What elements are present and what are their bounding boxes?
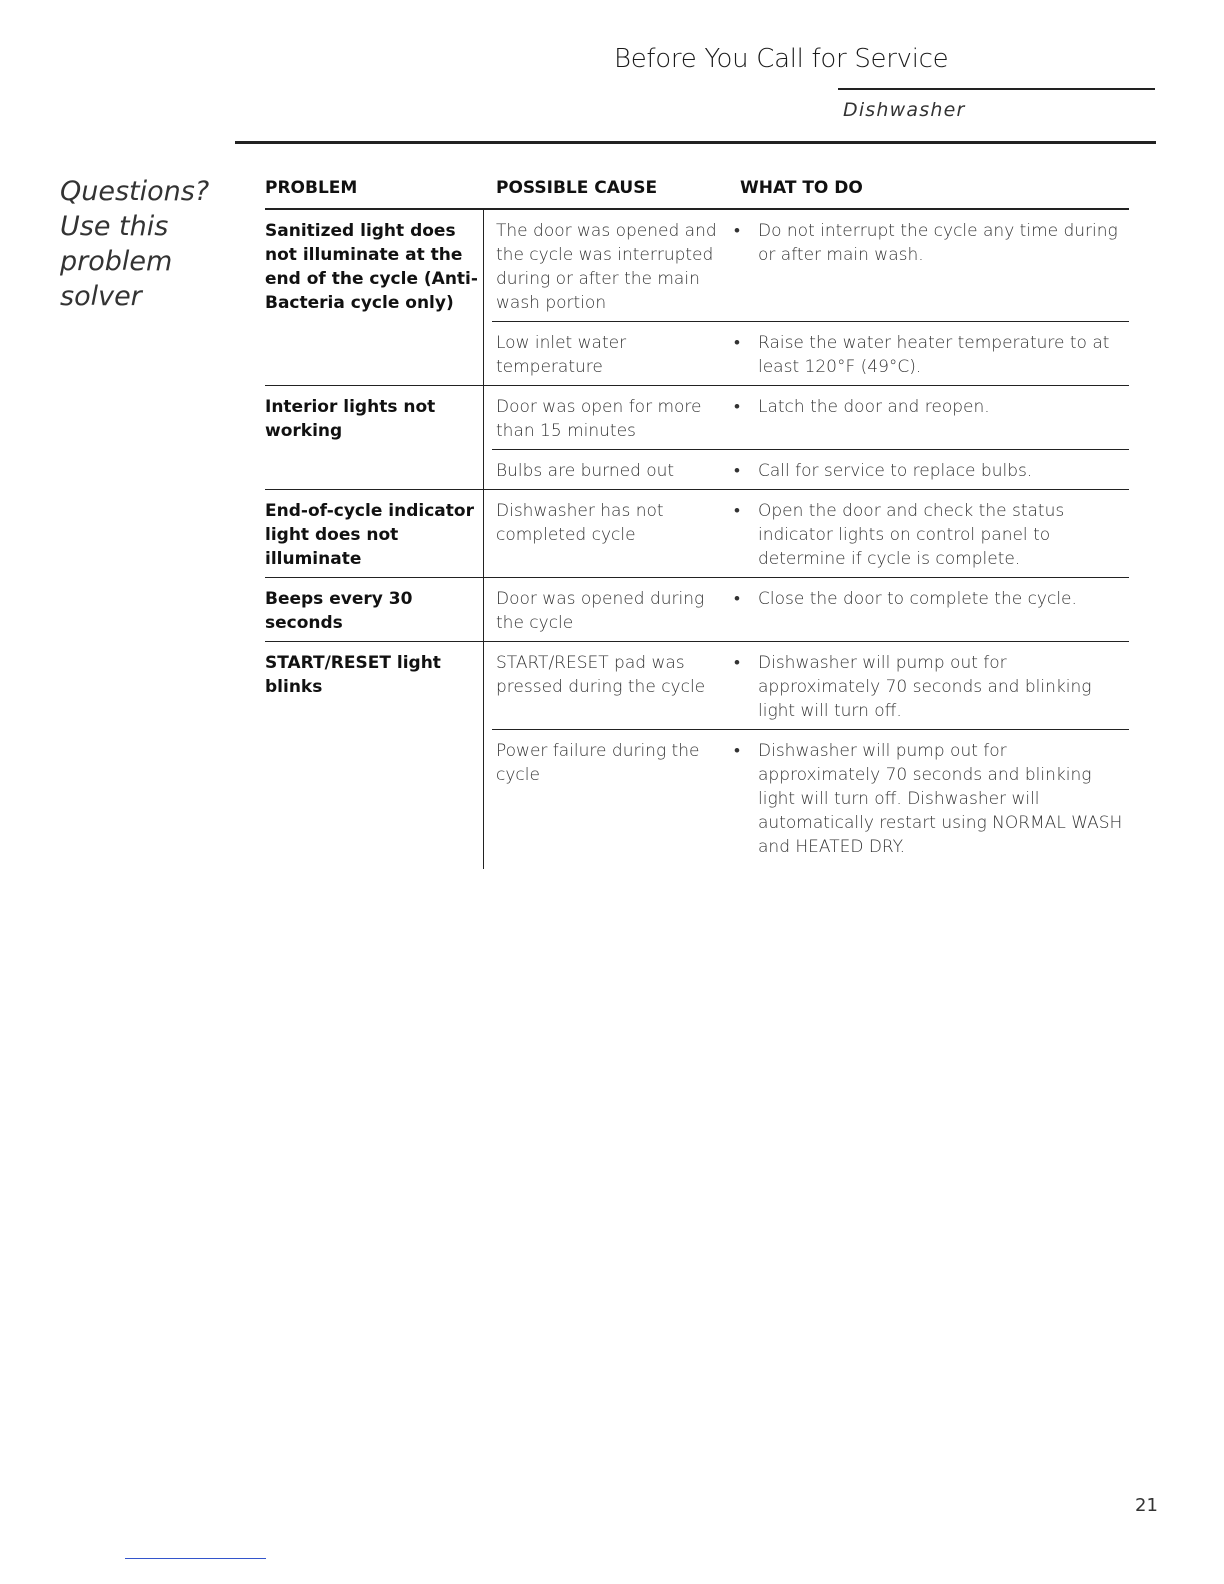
- todo-cell: [731, 739, 1129, 859]
- cause-row: [492, 642, 1129, 730]
- table-row: [265, 642, 1129, 869]
- cause-cell: START/RESET pad was pressed during the cycle: [496, 653, 706, 697]
- causes-list: [484, 642, 1129, 869]
- cause-row: [492, 322, 1129, 385]
- causes-list: [484, 210, 1129, 385]
- todo-text: Close the door to complete the cycle.: [758, 589, 1077, 609]
- table-row: [265, 490, 1129, 578]
- cause-row: [492, 730, 1129, 869]
- bullet-icon: •: [734, 221, 740, 241]
- todo-cell: [731, 459, 1129, 483]
- column-header-possible-cause: POSSIBLE CAUSE: [496, 178, 658, 198]
- todo-cell: [731, 587, 1129, 635]
- todo-cell: [731, 331, 1129, 379]
- causes-list: [484, 490, 1129, 577]
- header-rule-short: [838, 88, 1155, 90]
- todo-text: Call for service to replace bulbs.: [758, 461, 1033, 481]
- column-header-problem: PROBLEM: [265, 178, 358, 198]
- cause-row: [492, 490, 1129, 577]
- problem-cell: Interior lights not working: [265, 386, 484, 489]
- page-subtitle: Dishwasher: [843, 99, 966, 121]
- cause-row: [492, 210, 1129, 322]
- table-row: [265, 578, 1129, 642]
- sidebar-heading: [60, 174, 230, 314]
- bullet-icon: •: [734, 741, 740, 761]
- bullet-icon: •: [734, 397, 740, 417]
- causes-list: [484, 578, 1129, 641]
- problem-cell: Beeps every 30 seconds: [265, 578, 484, 641]
- todo-cell: [731, 651, 1129, 723]
- todo-cell: [731, 499, 1129, 571]
- table-header: [265, 176, 1129, 210]
- bullet-icon: •: [734, 501, 740, 521]
- problem-cell: End-of-cycle indicator light does not illuminate: [265, 490, 484, 577]
- problem-cell: START/RESET light blinks: [265, 642, 484, 869]
- todo-text: Dishwasher will pump out for approximately 70 seconds and blinking light will turn off. Dishwasher will automatically restart using NORMAL WASH and HEATED DRY.: [758, 741, 1123, 857]
- cause-cell: Dishwasher has not completed cycle: [496, 501, 664, 545]
- table-row: [265, 210, 1129, 386]
- bullet-icon: •: [734, 461, 740, 481]
- cause-cell: Door was open for more than 15 minutes: [496, 397, 702, 441]
- sidebar-line: Use this: [60, 211, 169, 242]
- sidebar-line: solver: [60, 281, 142, 312]
- todo-text: Do not interrupt the cycle any time during or after main wash.: [758, 221, 1118, 265]
- page-number: 21: [1135, 1495, 1158, 1516]
- bullet-icon: •: [734, 589, 740, 609]
- cause-cell: Power failure during the cycle: [496, 741, 700, 785]
- problem-solver-table: [265, 176, 1129, 869]
- table-row: [265, 386, 1129, 490]
- cause-row: [492, 386, 1129, 450]
- cause-cell: The door was opened and the cycle was interrupted during or after the main wash portion: [496, 221, 717, 313]
- column-header-what-to-do: WHAT TO DO: [740, 178, 863, 198]
- footer-rule: [125, 1558, 266, 1559]
- todo-cell: [731, 219, 1129, 315]
- page-title: Before You Call for Service: [614, 44, 949, 74]
- todo-text: Dishwasher will pump out for approximately 70 seconds and blinking light will turn off.: [758, 653, 1092, 721]
- cause-row: [492, 450, 1129, 489]
- sidebar-line: Questions?: [60, 176, 210, 207]
- header-rule-long: [235, 141, 1156, 144]
- cause-cell: Low inlet water temperature: [496, 333, 627, 377]
- todo-text: Raise the water heater temperature to at least 120°F (49°C).: [758, 333, 1110, 377]
- todo-cell: [731, 395, 1129, 443]
- todo-text: Latch the door and reopen.: [758, 397, 990, 417]
- problem-cell: Sanitized light does not illuminate at the end of the cycle (Anti-Bacteria cycle only): [265, 210, 484, 385]
- cause-row: [492, 578, 1129, 641]
- cause-cell: Door was opened during the cycle: [496, 589, 705, 633]
- sidebar-line: problem: [60, 246, 173, 277]
- bullet-icon: •: [734, 653, 740, 673]
- causes-list: [484, 386, 1129, 489]
- cause-cell: Bulbs are burned out: [496, 461, 675, 481]
- bullet-icon: •: [734, 333, 740, 353]
- todo-text: Open the door and check the status indicator lights on control panel to determine if cycle is complete.: [758, 501, 1065, 569]
